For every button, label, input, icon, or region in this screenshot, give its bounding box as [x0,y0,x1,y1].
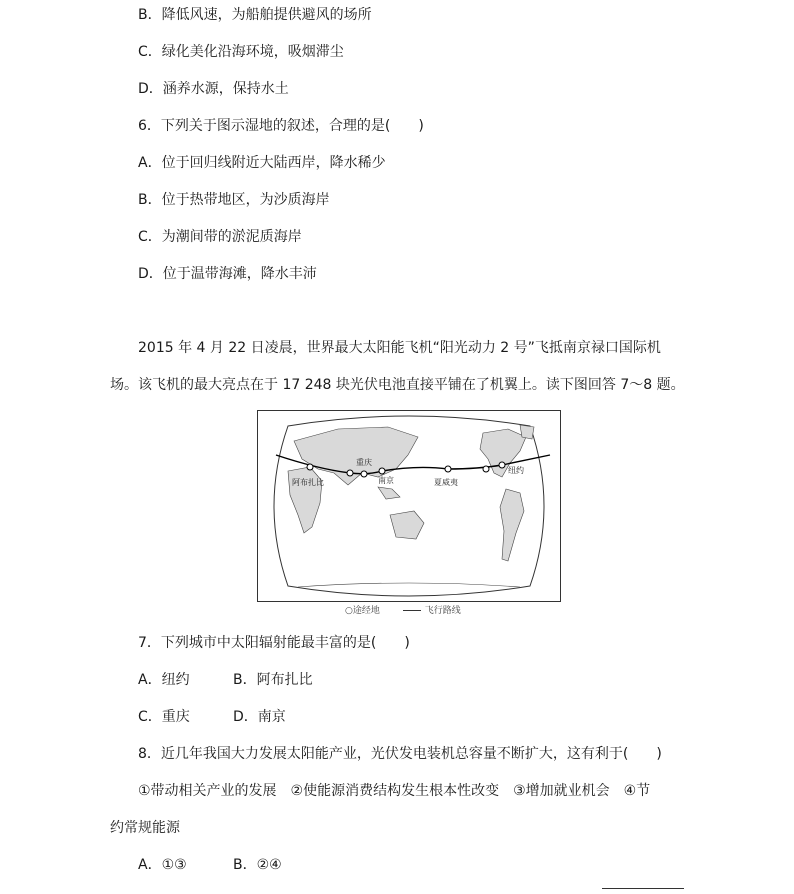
stop-newyork [499,462,505,468]
question7-options-row1 [138,670,313,690]
footer-rule [602,888,684,889]
question7-stem: 7．下列城市中太阳辐射能最丰富的是( ) [138,635,410,651]
label-newyork: 纽约 [508,466,524,475]
australia-shape [390,511,424,539]
question7-option-b: B．阿布扎比 [233,672,313,688]
antarctica-edge [298,583,520,587]
stop-muscat [347,470,353,476]
stop-abudhabi [307,464,313,470]
africa-shape [288,467,322,533]
passage-line-1: 2015 年 4 月 22 日凌晨，世界最大太阳能飞机“阳光动力 2 号”飞抵南京禄口国际机 [138,340,661,356]
label-nanjing: 南京 [378,476,394,485]
question5-option-d: D．涵养水源，保持水土 [138,81,289,97]
label-hawaii: 夏威夷 [434,478,458,487]
map-legend [345,603,461,616]
label-abudhabi: 阿布扎比 [292,478,324,487]
world-map-figure [257,410,561,602]
stop-nanjing [379,468,385,474]
question7-options-row2 [138,707,286,727]
stop-chongqing [361,471,367,477]
question7-option-a: A．纽约 [138,672,190,688]
question7-option-c: C．重庆 [138,709,190,725]
legend-route-line-icon [403,610,421,611]
question8-options-row1 [138,855,282,875]
question8-items-line2: 约常规能源 [110,820,180,836]
world-map [258,411,560,601]
question8-option-b: B．②④ [233,857,282,873]
south-america-shape [500,489,524,561]
question5-option-c: C．绿化美化沿海环境，吸烟滞尘 [138,44,344,60]
label-chongqing: 重庆 [356,458,372,467]
stop-hawaii [445,466,451,472]
question6-stem: 6．下列关于图示湿地的叙述，合理的是( ) [138,118,424,134]
question6-option-c: C．为潮间带的淤泥质海岸 [138,229,302,245]
passage-line-2: 场。该飞机的最大亮点在于 17 248 块光伏电池直接平铺在了机翼上。读下图回答 7～8 题。 [110,377,685,393]
question8-option-a: A．①③ [138,857,187,873]
question8-items-line1: ①带动相关产业的发展 ②使能源消费结构发生根本性改变 ③增加就业机会 ④节 [138,783,651,799]
stop-phoenix [483,466,489,472]
question7-option-d: D．南京 [233,709,286,725]
question6-option-d: D．位于温带海滩，降水丰沛 [138,266,317,282]
legend-stop: ○途经地 [345,606,380,616]
legend-route: 飞行路线 [424,606,461,616]
question6-option-a: A．位于回归线附近大陆西岸，降水稀少 [138,155,386,171]
question5-option-b: B．降低风速，为船舶提供避风的场所 [138,7,372,23]
greenland-shape [520,425,534,439]
question6-option-b: B．位于热带地区，为沙质海岸 [138,192,330,208]
southeast-asia-shape [378,487,400,499]
question8-stem: 8．近几年我国大力发展太阳能产业，光伏发电装机总容量不断扩大，这有利于( ) [138,746,662,762]
